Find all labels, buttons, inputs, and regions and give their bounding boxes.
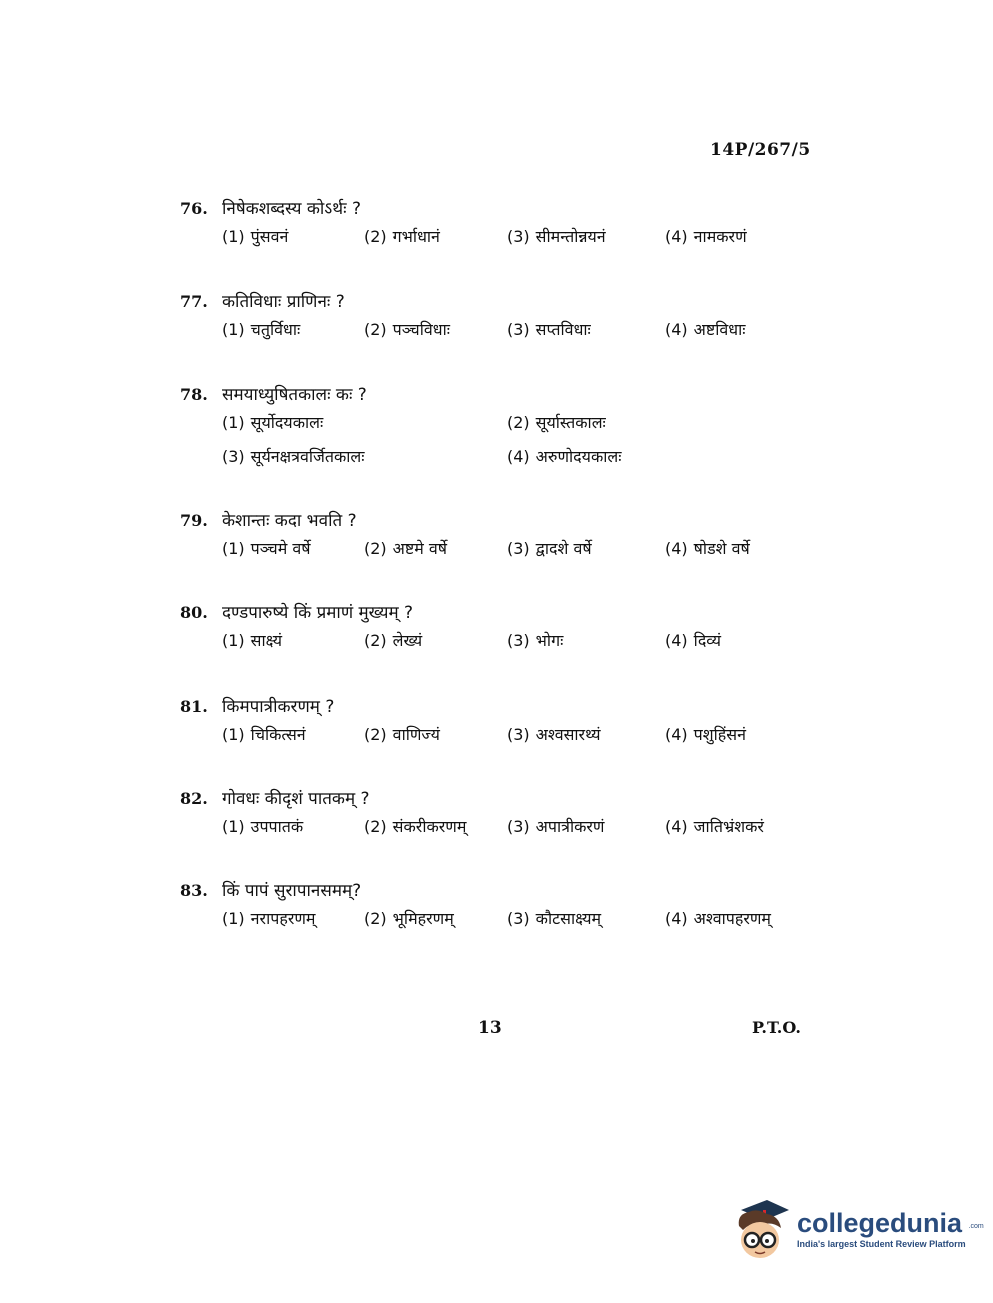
- paper-code: 14P/267/5: [710, 140, 811, 160]
- question-82: [180, 786, 820, 849]
- brand-tagline: India's largest Student Review Platform: [797, 1239, 966, 1249]
- question-text: निषेकशब्दस्य कोऽर्थः ?: [222, 199, 361, 219]
- options: [222, 411, 820, 479]
- option-4: (4) अश्वापहरणम्: [665, 909, 772, 928]
- question-text: कतिविधाः प्राणिनः ?: [222, 292, 345, 312]
- option-4: (4) जातिभ्रंशकरं: [665, 817, 764, 836]
- question-text: दण्डपारुष्ये किं प्रमाणं मुख्यम् ?: [222, 603, 414, 623]
- option-2: (2) वाणिज्यं: [364, 725, 440, 744]
- options: [222, 815, 820, 849]
- option-1: (1) साक्ष्यं: [222, 631, 283, 650]
- question-text: किं पापं सुरापानसमम्?: [222, 881, 362, 901]
- option-3: (3) अश्वसारथ्यं: [507, 725, 601, 744]
- mascot-icon: [733, 1196, 791, 1262]
- option-3: (3) सीमन्तोन्नयनं: [507, 227, 606, 246]
- question-number: 83.: [180, 881, 208, 900]
- option-1: (1) सूर्योदयकालः: [222, 413, 324, 432]
- option-2: (2) अष्टमे वर्षे: [364, 539, 448, 558]
- option-1: (1) पञ्चमे वर्षे: [222, 539, 311, 558]
- option-4: (4) दिव्यं: [665, 631, 722, 650]
- question-79: [180, 508, 820, 571]
- brand-tld: .com: [968, 1223, 984, 1230]
- option-3: (3) सप्तविधाः: [507, 320, 591, 339]
- question-80: [180, 600, 820, 663]
- option-1: (1) चतुर्विधाः: [222, 320, 301, 339]
- option-3: (3) कौटसाक्ष्यम्: [507, 909, 602, 928]
- question-number: 76.: [180, 199, 208, 218]
- option-4: (4) अरुणोदयकालः: [507, 447, 622, 466]
- option-2: (2) पञ्चविधाः: [364, 320, 450, 339]
- question-77: [180, 289, 820, 352]
- question-83: [180, 878, 820, 941]
- options: [222, 907, 820, 941]
- option-4: (4) अष्टविधाः: [665, 320, 746, 339]
- option-1: (1) पुंसवनं: [222, 227, 289, 246]
- option-1: (1) उपपातकं: [222, 817, 304, 836]
- question-number: 79.: [180, 511, 208, 530]
- option-3: (3) द्वादशे वर्षे: [507, 539, 592, 558]
- question-81: [180, 694, 820, 757]
- question-number: 81.: [180, 697, 208, 716]
- question-text: गोवधः कीदृशं पातकम् ?: [222, 789, 370, 809]
- option-4: (4) नामकरणं: [665, 227, 747, 246]
- page-number: 13: [478, 1018, 502, 1038]
- brand-name: collegedunia: [797, 1208, 963, 1238]
- option-1: (1) चिकित्सनं: [222, 725, 306, 744]
- option-1: (1) नरापहरणम्: [222, 909, 316, 928]
- question-number: 82.: [180, 789, 208, 808]
- option-4: (4) पशुहिंसनं: [665, 725, 746, 744]
- option-3: (3) सूर्यनक्षत्रवर्जितकालः: [222, 447, 365, 466]
- question-text: केशान्तः कदा भवति ?: [222, 511, 357, 531]
- question-text: किमपात्रीकरणम् ?: [222, 697, 335, 717]
- collegedunia-logo: [733, 1196, 984, 1262]
- question-number: 77.: [180, 292, 208, 311]
- option-3: (3) भोगः: [507, 631, 564, 650]
- options: [222, 318, 820, 352]
- option-2: (2) सूर्यास्तकालः: [507, 413, 606, 432]
- option-4: (4) षोडशे वर्षे: [665, 539, 750, 558]
- option-2: (2) संकरीकरणम्: [364, 817, 467, 836]
- option-3: (3) अपात्रीकरणं: [507, 817, 605, 836]
- question-number: 80.: [180, 603, 208, 622]
- option-2: (2) भूमिहरणम्: [364, 909, 454, 928]
- options: [222, 723, 820, 757]
- options: [222, 225, 820, 259]
- question-76: [180, 196, 820, 259]
- pto-label: P.T.O.: [752, 1018, 801, 1037]
- question-text: समयाध्युषितकालः कः ?: [222, 385, 367, 405]
- options: [222, 537, 820, 571]
- question-number: 78.: [180, 385, 208, 404]
- question-78: [180, 382, 820, 479]
- option-2: (2) लेख्यं: [364, 631, 423, 650]
- option-2: (2) गर्भाधानं: [364, 227, 440, 246]
- options: [222, 629, 820, 663]
